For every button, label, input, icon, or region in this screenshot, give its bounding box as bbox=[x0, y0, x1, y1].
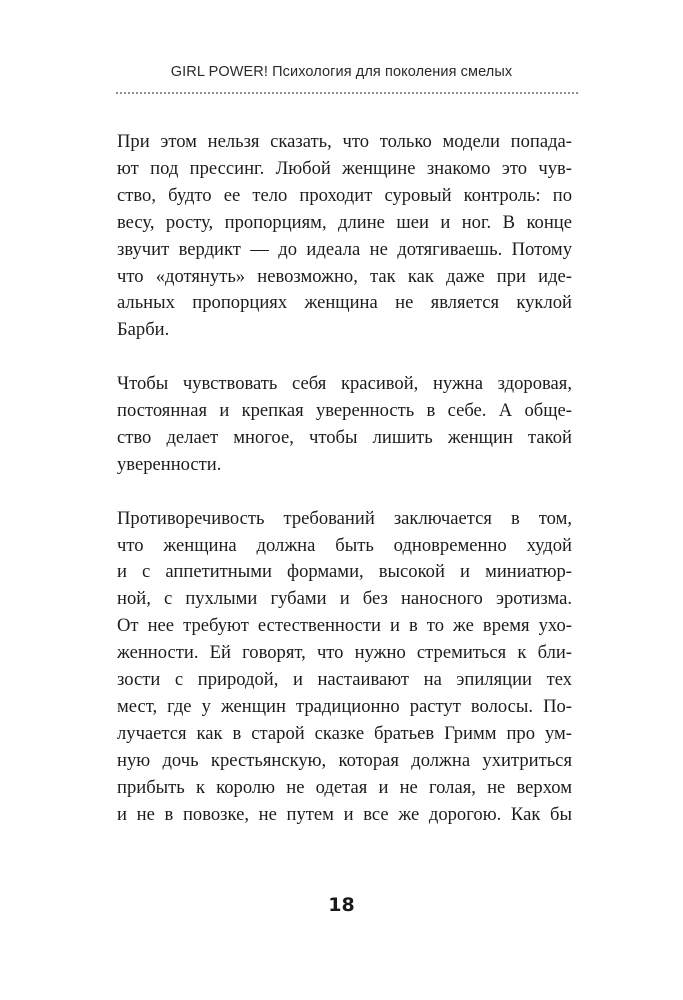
running-head: GIRL POWER! Психология для поколения смелых bbox=[170, 64, 513, 80]
paragraph bbox=[117, 371, 572, 479]
text-line: Барби. bbox=[117, 319, 170, 341]
text-line: и не в повозке, не путем и все же дорогою. Как бы bbox=[117, 803, 572, 825]
text-line: что «дотянуть» невозможно, так как даже при иде- bbox=[117, 265, 572, 287]
text-line: ство делает многое, чтобы лишить женщин такой bbox=[117, 426, 572, 448]
text-line: женности. Ей говорят, что нужно стремиться к бли- bbox=[117, 642, 572, 664]
text-line: ной, с пухлыми губами и без наносного эротизма. bbox=[117, 588, 572, 610]
text-line: альных пропорциях женщина не является куклой bbox=[117, 292, 572, 314]
text-line: ство, будто ее тело проходит суровый контроль: по bbox=[117, 184, 572, 206]
text-line: Противоречивость требований заключается в том, bbox=[117, 507, 572, 529]
text-line: звучит вердикт — до идеала не дотягиваешь. Потому bbox=[117, 238, 572, 260]
header-dotted-rule bbox=[116, 92, 578, 94]
text-line: постоянная и крепкая уверенность в себе. А обще- bbox=[117, 400, 572, 422]
text-line: лучается как в старой сказке братьев Гримм про ум- bbox=[117, 722, 572, 744]
text-line: ную дочь крестьянскую, которая должна ухитриться bbox=[117, 749, 572, 771]
page-body bbox=[117, 129, 572, 829]
text-line: зости с природой, и настаивают на эпиляции тех bbox=[117, 669, 572, 691]
text-line: ют под прессинг. Любой женщине знакомо это чув- bbox=[117, 157, 572, 179]
text-line: Чтобы чувствовать себя красивой, нужна здоровая, bbox=[117, 373, 572, 395]
text-line: весу, росту, пропорциям, длине шеи и ног. В конце bbox=[117, 211, 572, 233]
paragraph bbox=[117, 506, 572, 829]
text-line: и с аппетитными формами, высокой и миниатюр- bbox=[117, 561, 572, 583]
text-line: При этом нельзя сказать, что только модели попада- bbox=[117, 131, 572, 152]
text-line: уверенности. bbox=[117, 453, 222, 475]
text-line: От нее требуют естественности и в то же время ухо- bbox=[117, 615, 572, 637]
paragraph bbox=[117, 129, 572, 344]
text-line: мест, где у женщин традиционно растут волосы. По- bbox=[117, 696, 572, 717]
page-number: 18 bbox=[328, 894, 355, 916]
text-line: прибыть к королю не одетая и не голая, не верхом bbox=[117, 776, 572, 798]
text-line: что женщина должна быть одновременно худой bbox=[117, 534, 572, 556]
